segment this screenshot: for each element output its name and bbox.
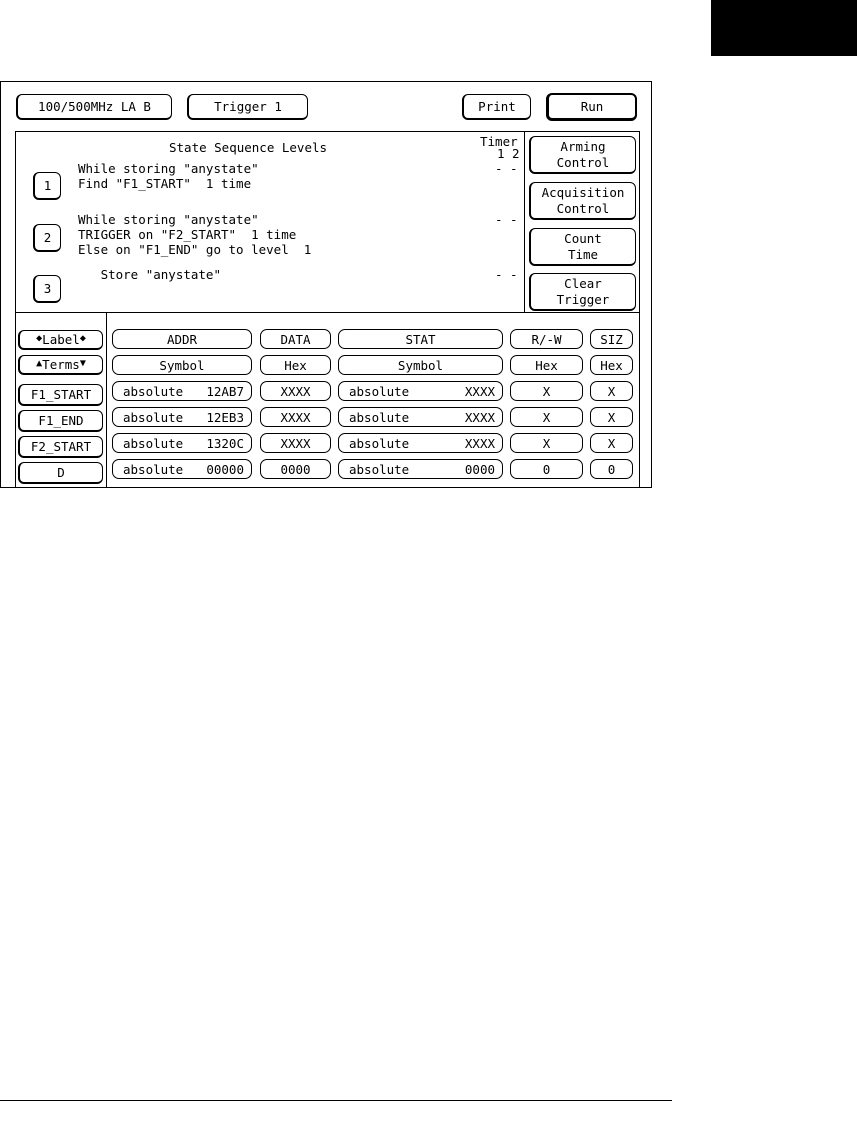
column-header-stat[interactable]: STAT [338, 329, 503, 349]
arrow-right-icon: ◆ [79, 333, 86, 345]
divider-right [639, 131, 640, 488]
label-scroll-button[interactable] [18, 330, 103, 350]
addr-value-d[interactable] [112, 459, 252, 479]
label-scroll-label: Label [42, 331, 80, 347]
base-addr[interactable]: Symbol [112, 355, 252, 375]
siz-value-d[interactable]: 0 [590, 459, 633, 479]
level-2-line-1[interactable]: While storing "anystate" [78, 212, 259, 227]
divider-terms [106, 312, 107, 488]
rw-value-f1-end[interactable]: X [510, 407, 583, 427]
base-stat[interactable]: Symbol [338, 355, 503, 375]
arrow-down-icon: ▼ [79, 358, 86, 370]
run-button[interactable]: Run [546, 93, 637, 121]
addr-value: 12AB7 [206, 383, 244, 399]
level-1-timer: - - [495, 161, 518, 176]
base-siz[interactable]: Hex [590, 355, 633, 375]
chapter-tab [711, 0, 857, 56]
stat-value: XXXX [464, 435, 495, 451]
stat-value-f2-start[interactable] [338, 433, 503, 453]
sequence-title: State Sequence Levels [169, 140, 328, 155]
print-button[interactable]: Print [462, 94, 531, 120]
stat-operator: absolute [349, 383, 410, 399]
stat-operator: absolute [349, 461, 410, 477]
stat-value-f1-start[interactable] [338, 381, 503, 401]
terms-scroll-button[interactable] [18, 355, 103, 375]
term-name-d[interactable]: D [18, 462, 103, 484]
rw-value-d[interactable]: 0 [510, 459, 583, 479]
divider-side [524, 131, 525, 312]
data-value-f2-start[interactable]: XXXX [260, 433, 331, 453]
term-name-f1-start[interactable]: F1_START [18, 384, 103, 406]
siz-value-f2-start[interactable]: X [590, 433, 633, 453]
base-rw[interactable]: Hex [510, 355, 583, 375]
stat-value: XXXX [464, 409, 495, 425]
level-2-line-3[interactable]: Else on "F1_END" go to level 1 [78, 242, 312, 257]
column-header-addr[interactable]: ADDR [112, 329, 252, 349]
arrow-up-icon: ▲ [36, 358, 43, 370]
divider-left [15, 131, 16, 488]
terms-scroll-label: Terms [42, 356, 80, 372]
divider-top [15, 131, 640, 132]
arming-control-button[interactable]: Arming Control [529, 136, 636, 174]
rw-value-f1-start[interactable]: X [510, 381, 583, 401]
term-name-f1-end[interactable]: F1_END [18, 410, 103, 432]
addr-value: 00000 [206, 461, 244, 477]
addr-operator: absolute [123, 461, 184, 477]
addr-operator: absolute [123, 409, 184, 425]
level-1-line-1[interactable]: While storing "anystate" [78, 161, 259, 176]
level-1-line-2[interactable]: Find "F1_START" 1 time [78, 176, 252, 191]
level-2-timer: - - [495, 212, 518, 227]
level-2-line-2[interactable]: TRIGGER on "F2_START" 1 time [78, 227, 297, 242]
menu-select-button[interactable]: Trigger 1 [187, 94, 308, 120]
level-3-button[interactable]: 3 [33, 275, 61, 303]
level-2-button[interactable]: 2 [33, 224, 61, 252]
term-name-f2-start[interactable]: F2_START [18, 436, 103, 458]
level-1-button[interactable]: 1 [33, 172, 61, 200]
column-header-siz[interactable]: SIZ [590, 329, 633, 349]
page-footer-rule [0, 1100, 672, 1101]
addr-operator: absolute [123, 435, 184, 451]
data-value-d[interactable]: 0000 [260, 459, 331, 479]
addr-value-f1-end[interactable] [112, 407, 252, 427]
timer-header: Timer [480, 134, 518, 149]
level-3-timer: - - [495, 267, 518, 282]
data-value-f1-start[interactable]: XXXX [260, 381, 331, 401]
column-header-data[interactable]: DATA [260, 329, 331, 349]
timer-columns: 1 2 [497, 146, 520, 161]
stat-value-d[interactable] [338, 459, 503, 479]
addr-value-f1-start[interactable] [112, 381, 252, 401]
rw-value-f2-start[interactable]: X [510, 433, 583, 453]
stat-value: XXXX [464, 383, 495, 399]
addr-value: 1320C [206, 435, 244, 451]
siz-value-f1-end[interactable]: X [590, 407, 633, 427]
trigger-menu-screen [0, 81, 652, 488]
divider-middle [15, 312, 640, 313]
base-data[interactable]: Hex [260, 355, 331, 375]
addr-operator: absolute [123, 383, 184, 399]
acquisition-control-button[interactable]: Acquisition Control [529, 182, 636, 220]
addr-value: 12EB3 [206, 409, 244, 425]
clear-trigger-button[interactable]: Clear Trigger [529, 273, 636, 311]
stat-operator: absolute [349, 409, 410, 425]
column-header-rw[interactable]: R/-W [510, 329, 583, 349]
siz-value-f1-start[interactable]: X [590, 381, 633, 401]
arrow-left-icon: ◆ [36, 333, 43, 345]
data-value-f1-end[interactable]: XXXX [260, 407, 331, 427]
stat-value-f1-end[interactable] [338, 407, 503, 427]
level-3-line-1[interactable]: Store "anystate" [78, 267, 221, 282]
stat-operator: absolute [349, 435, 410, 451]
analyzer-select-button[interactable]: 100/500MHz LA B [16, 94, 172, 120]
addr-value-f2-start[interactable] [112, 433, 252, 453]
count-time-button[interactable]: Count Time [529, 228, 636, 266]
stat-value: 0000 [464, 461, 495, 477]
